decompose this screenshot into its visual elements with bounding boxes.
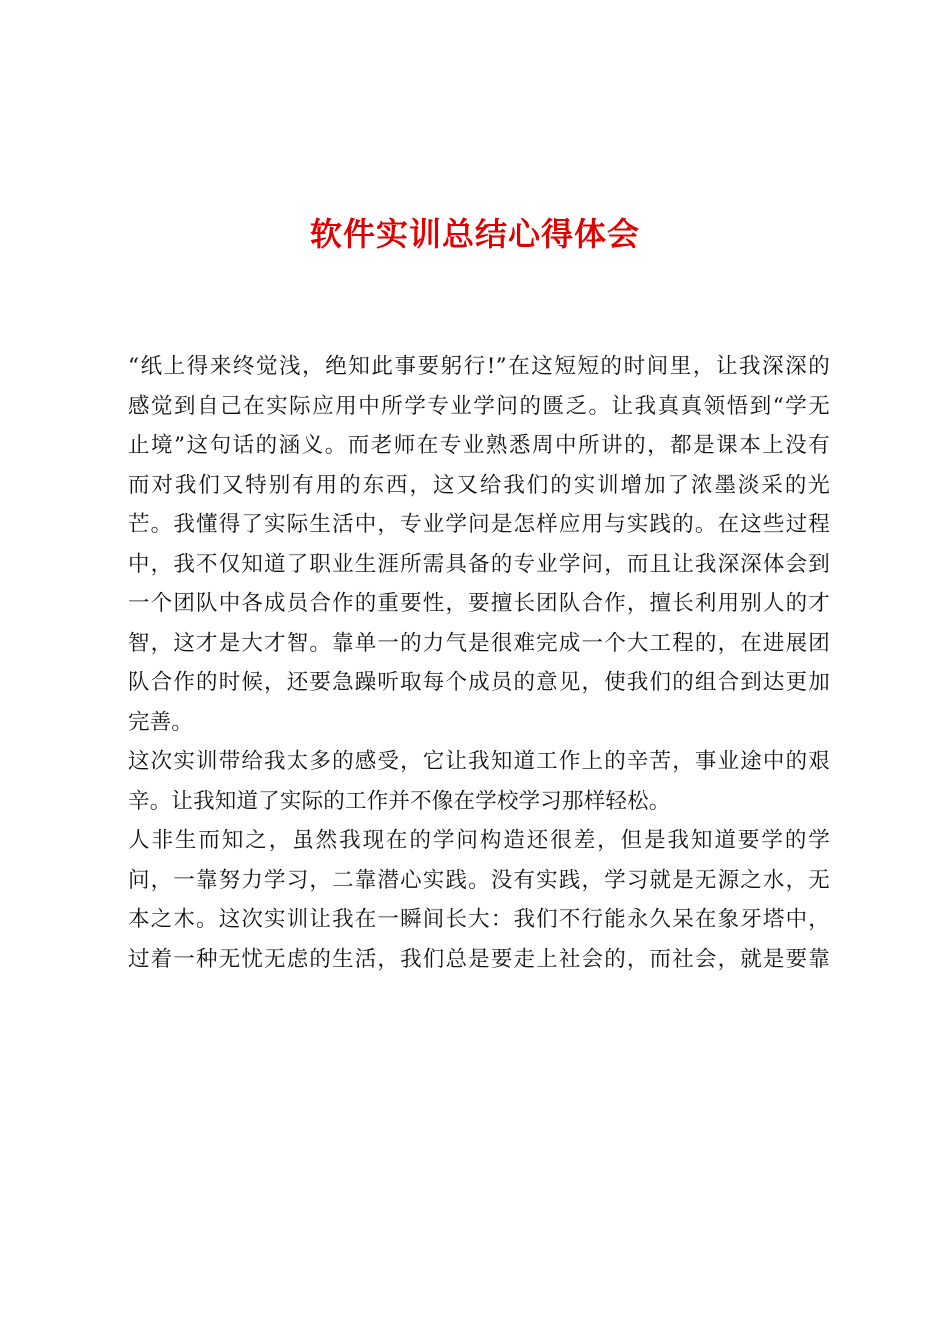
body-line: “纸上得来终觉浅，绝知此事要躬行!”在这短短的时间里，让我深深的 <box>128 354 830 379</box>
body-line: 芒。我懂得了实际生活中，专业学问是怎样应用与实践的。在这些过程 <box>128 512 830 537</box>
body-line: 感觉到自己在实际应用中所学专业学问的匮乏。让我真真领悟到“学无 <box>128 393 830 419</box>
body-line: 而对我们又特别有用的东西，这又给我们的实训增加了浓墨淡采的光 <box>128 472 830 498</box>
body-line: 完善。 <box>128 709 194 735</box>
body-line: 止境”这句话的涵义。而老师在专业熟悉周中所讲的，都是课本上没有 <box>128 433 830 458</box>
body-line: 中，我不仅知道了职业生涯所需具备的专业学问，而且让我深深体会到 <box>128 551 830 577</box>
body-line: 本之木。这次实训让我在一瞬间长大：我们不行能永久呆在象牙塔中， <box>128 907 830 932</box>
document-body <box>128 347 830 979</box>
body-line: 智，这才是大才智。靠单一的力气是很难完成一个大工程的，在进展团 <box>128 630 830 656</box>
body-line: 过着一种无忧无虑的生活，我们总是要走上社会的，而社会，就是要靠 <box>128 946 830 972</box>
body-line: 队合作的时候，还要急躁听取每个成员的意见，使我们的组合到达更加 <box>128 670 830 695</box>
body-line: 人非生而知之，虽然我现在的学问构造还很差，但是我知道要学的学 <box>128 828 830 853</box>
body-line: 辛。让我知道了实际的工作并不像在学校学习那样轻松。 <box>128 788 671 814</box>
document-title: 软件实训总结心得体会 <box>309 215 640 253</box>
body-line: 这次实训带给我太多的感受，它让我知道工作上的辛苦，事业途中的艰 <box>128 749 830 774</box>
body-line: 问，一靠努力学习，二靠潜心实践。没有实践，学习就是无源之水，无 <box>128 867 830 893</box>
body-line: 一个团队中各成员合作的重要性，要擅长团队合作，擅长利用别人的才 <box>128 591 830 616</box>
